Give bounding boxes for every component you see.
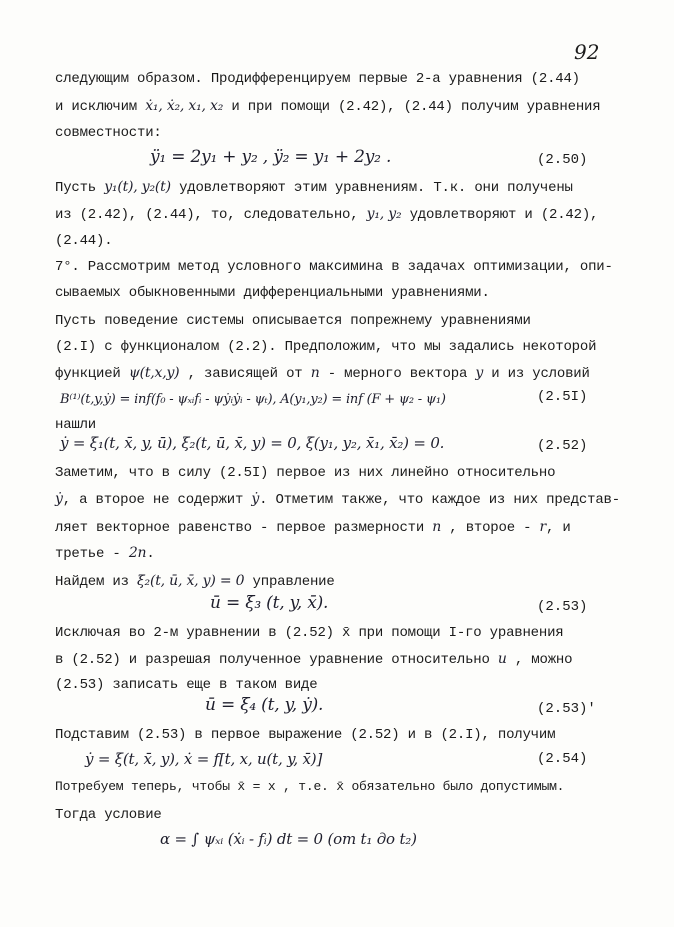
- handwritten-symbols: y: [475, 365, 484, 381]
- text-line: нашли: [55, 417, 97, 433]
- text-line: 7°. Рассмотрим метод условного максимина в задачах оптимизации, опи-: [55, 259, 613, 275]
- equation-2-53-prime: ū = ξ₄ (t, y, ẏ).: [205, 695, 324, 715]
- equation-2-51: B⁽¹⁾(t,y,ẏ) = inf(f₀ - ψₓᵢfᵢ - ψẏᵢẏᵢ - ψₜ), A(y₁,y₂) = inf (F + ψ₂ - ψ₁): [60, 392, 446, 407]
- equation-number: (2.54): [537, 751, 588, 767]
- text-segment: и при помощи (2.42), (2.44) получим уравнения: [223, 99, 601, 115]
- text-line: [55, 650, 572, 669]
- text-line: (2.I) с функционалом (2.2). Предположим, что мы задались некоторой: [55, 339, 597, 355]
- handwritten-symbols: ψ(t,x,y): [128, 365, 180, 381]
- handwritten-symbols: ξ₂(t, ū, x̄, y) = 0: [137, 573, 245, 589]
- equation-2-50: ÿ₁ = 2y₁ + y₂ , ÿ₂ = y₁ + 2y₂ .: [150, 147, 392, 167]
- handwritten-symbols: ẏ: [251, 491, 260, 507]
- text-line: Подставим (2.53) в первое выражение (2.52) и в (2.I), получим: [55, 727, 556, 743]
- text-line: следующим образом. Продифференцируем первые 2-а уравнения (2.44): [55, 71, 580, 87]
- handwritten-symbols: r: [539, 519, 547, 535]
- text-segment: , а второе не содержит: [62, 492, 252, 508]
- equation-2-53: ū = ξ₃ (t, y, x̄).: [210, 593, 329, 613]
- text-line: Пусть поведение системы описывается попрежнему уравнениями: [55, 313, 531, 329]
- text-segment: , и: [546, 520, 571, 536]
- text-line: [55, 364, 590, 383]
- handwritten-symbols: n: [310, 365, 320, 381]
- text-line: [55, 572, 335, 591]
- equation-number: (2.53): [537, 599, 588, 615]
- text-segment: Пусть: [55, 180, 105, 196]
- handwritten-symbols: u: [497, 651, 507, 667]
- text-segment: Найдем из: [55, 574, 138, 590]
- text-segment: , можно: [506, 652, 573, 668]
- text-segment: . Отметим также, что каждое из них представ-: [259, 492, 620, 508]
- page-number: 92: [574, 40, 600, 64]
- equation-number: (2.50): [537, 152, 588, 168]
- text-segment: .: [146, 546, 155, 562]
- text-segment: ляет векторное равенство - первое размерности: [55, 520, 433, 536]
- text-line: [55, 544, 155, 563]
- text-segment: из (2.42), (2.44), то, следовательно,: [55, 207, 367, 223]
- text-line: (2.44).: [55, 233, 113, 249]
- text-line: совместности:: [55, 125, 162, 141]
- text-segment: и исключим: [55, 99, 146, 115]
- text-segment: третье -: [55, 546, 129, 562]
- equation-number: (2.52): [537, 438, 588, 454]
- text-line: Заметим, что в силу (2.5I) первое из них линейно относительно: [55, 465, 556, 481]
- text-line: Исключая во 2-м уравнении в (2.52) x̄ при помощи I-го уравнения: [55, 625, 564, 641]
- handwritten-symbols: 2n: [128, 545, 147, 561]
- equation-2-52: ẏ = ξ₁(t, x̄, y, ū), ξ₂(t, ū, x̄, y) = 0, ξ(y₁, y₂, x̄₁, x̄₂) = 0.: [60, 434, 445, 452]
- text-line: [55, 97, 600, 116]
- text-line: [55, 518, 571, 537]
- text-segment: и из условий: [483, 366, 590, 382]
- text-line: Потребуем теперь, чтобы x̄ = x , т.е. x̄ обязательно было допустимым.: [55, 779, 565, 794]
- text-segment: , второе -: [441, 520, 540, 536]
- handwritten-symbols: y₁(t), y₂(t): [104, 179, 171, 195]
- handwritten-symbols: y₁, y₂: [366, 206, 402, 222]
- equation-alpha: α = ∫ ψₓᵢ (ẋᵢ - fᵢ) dt = 0 (от t₁ до t₂): [160, 830, 417, 848]
- text-line: сываемых обыкновенными дифференциальными уравнениями.: [55, 285, 490, 301]
- text-segment: в (2.52) и разрешая полученное уравнение относительно: [55, 652, 498, 668]
- text-segment: , зависящей от: [179, 366, 311, 382]
- text-segment: - мерного вектора: [319, 366, 476, 382]
- text-segment: функцией: [55, 366, 129, 382]
- handwritten-symbols: n: [432, 519, 442, 535]
- equation-number: (2.5I): [537, 389, 588, 405]
- handwritten-symbols: ẋ₁, ẋ₂, x₁, x₂: [145, 98, 224, 114]
- text-segment: удовлетворяют и (2.42),: [401, 207, 599, 223]
- text-line: (2.53) записать еще в таком виде: [55, 677, 318, 693]
- handwritten-symbols: ẏ: [55, 491, 63, 507]
- text-segment: управление: [244, 574, 335, 590]
- text-line: [55, 178, 573, 197]
- text-line: [55, 205, 598, 224]
- equation-number: (2.53)': [537, 701, 596, 717]
- text-line: [55, 490, 620, 509]
- text-line: Тогда условие: [55, 807, 162, 823]
- equation-2-54: ẏ = ξ(t, x̄, y), ẋ = f[t, x, u(t, y, x̄)]: [85, 750, 323, 768]
- text-segment: удовлетворяют этим уравнениям. Т.к. они получены: [170, 180, 573, 196]
